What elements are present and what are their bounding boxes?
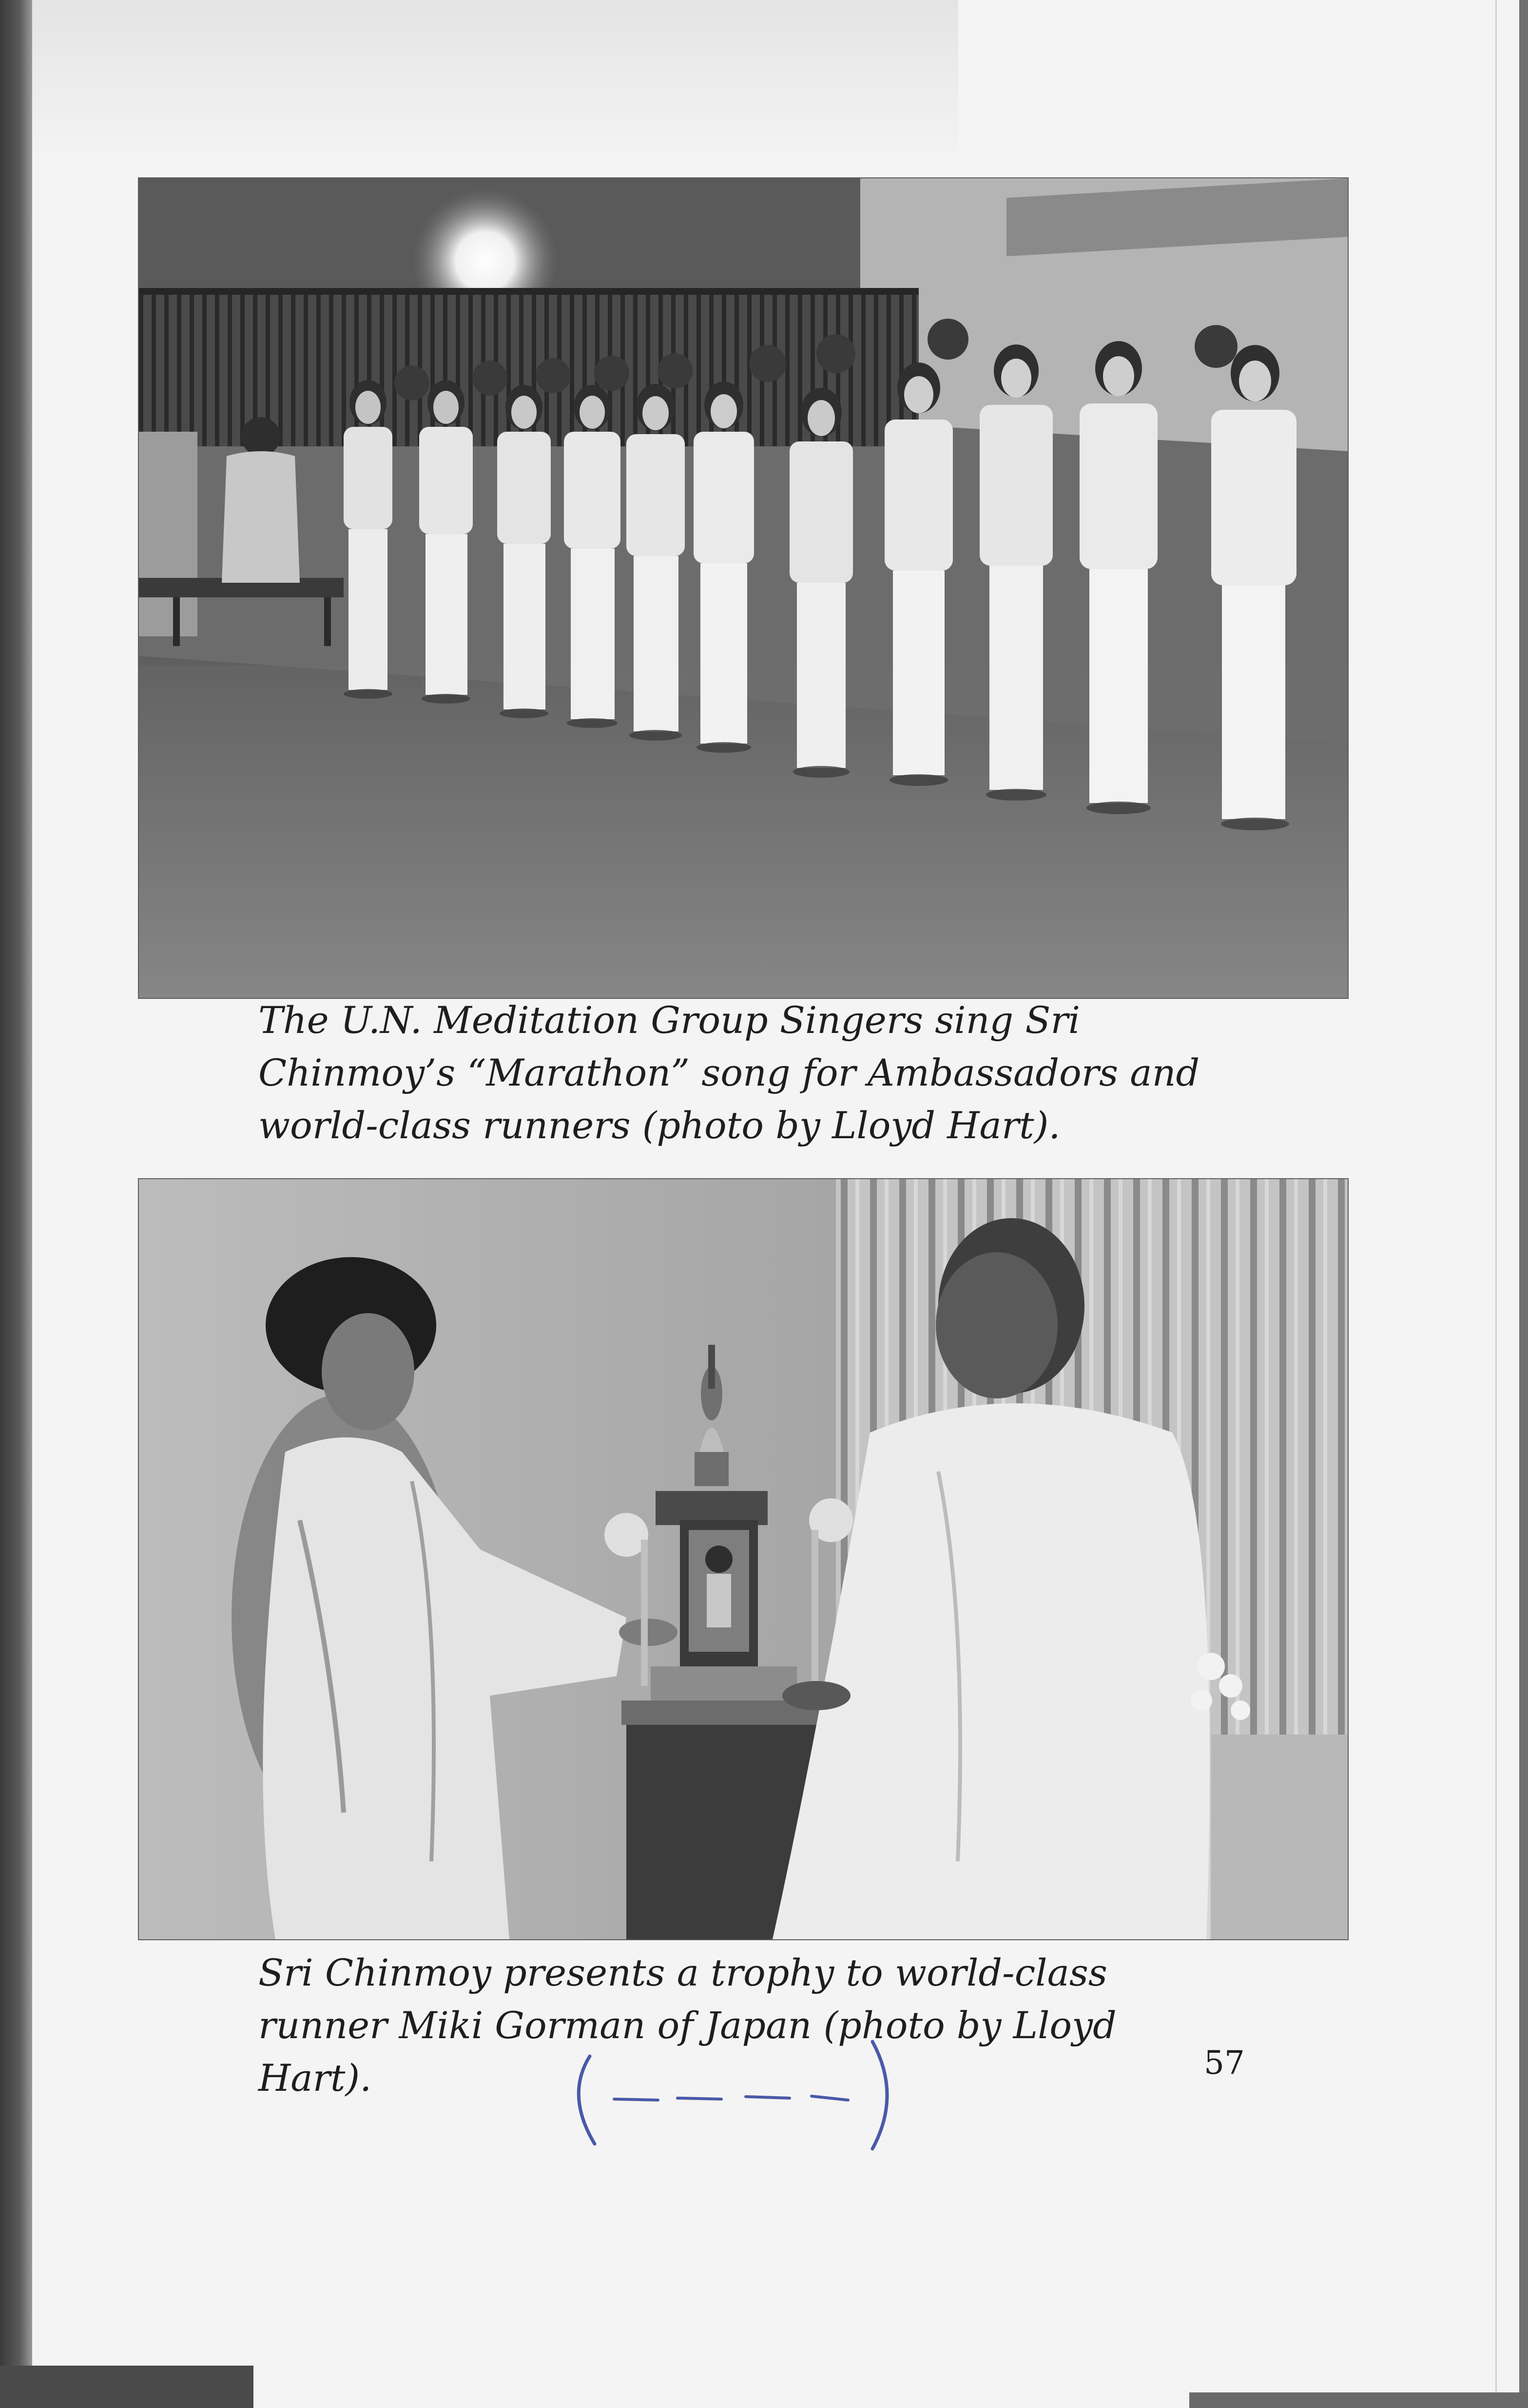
- scan-edge-left: [0, 0, 32, 2408]
- caption-line: The U.N. Meditation Group Singers sing Sri: [258, 998, 1081, 1042]
- scan-shadow: [32, 0, 958, 166]
- scan-edge-line: [1495, 0, 1497, 2408]
- scan-edge-bottom: [0, 2366, 253, 2408]
- caption-line: world-class runners (photo by Lloyd Hart).: [258, 1104, 1061, 1147]
- choir-photo: [138, 177, 1349, 999]
- choir-photo-caption: [258, 994, 1233, 1152]
- page-number: 57: [1204, 2044, 1245, 2082]
- caption-line: Hart).: [258, 2056, 372, 2100]
- scan-edge-right: [1519, 0, 1528, 2408]
- caption-line: Chinmoy’s “Marathon” song for Ambassadors and: [258, 1051, 1200, 1094]
- caption-line: runner Miki Gorman of Japan (photo by Lloyd: [258, 2004, 1117, 2047]
- caption-line: Sri Chinmoy presents a trophy to world-class: [258, 1951, 1107, 1994]
- scan-edge-bottom-right: [1189, 2392, 1528, 2408]
- trophy-photo: [138, 1178, 1349, 1940]
- handwritten-bracket-mark: [561, 2027, 911, 2154]
